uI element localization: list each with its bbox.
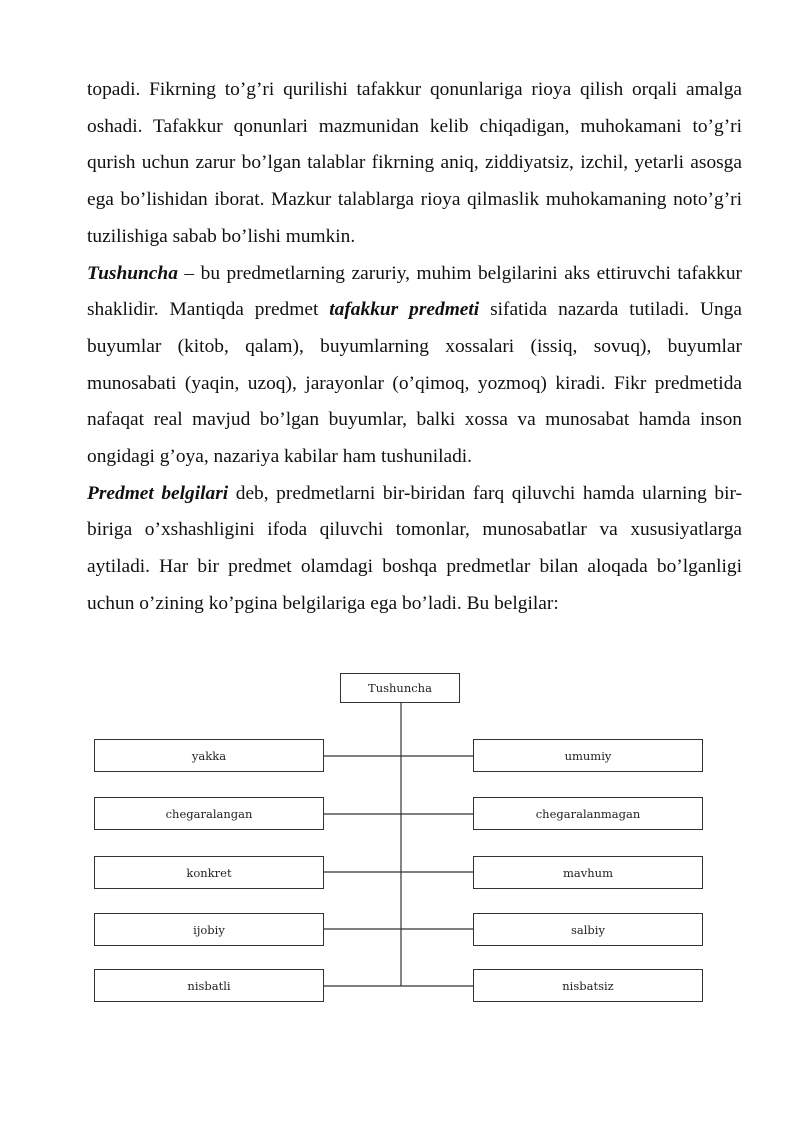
diagram-left-box-3: konkret [94, 856, 324, 889]
term-tafakkur-predmeti: tafakkur predmeti [329, 299, 480, 321]
text-run-3: sifatida nazarda tutiladi. Unga buyumlar (kitob, qalam), buyumlarning xossalari (issiq, sovuq), buyumlar munosabati (yaqin, uzoq), jarayonlar (o’qimoq, yozmoq) kiradi. Fikr predmetida nafaqat real mavjud bo’lgan buyumlar, balki xossa va munosabat hamda inson ongidagi g’oya, nazariya kabilar ham tushuniladi. [87, 299, 742, 468]
term-tushuncha: Tushuncha [87, 262, 178, 284]
body-text [87, 72, 742, 623]
text-run-2: – bu predmetlarning zaruriy, muhim belgilarini aks ettiruvchi tafakkur shaklidir. Mantiqda predmet [87, 262, 742, 321]
text-run-4: deb, predmetlarni bir-biridan farq qiluvchi hamda ularning bir-biriga o’xshashligini ifoda qiluvchi tomonlar, munosabatlar va xususiyatlarga aytiladi. Har bir predmet olamdagi boshqa predmetlar bilan aloqada bo’lganligi uchun o’zining ko’pgina belgilariga ega bo’ladi. Bu belgilar: [87, 482, 743, 614]
diagram-right-box-5: nisbatsiz [473, 969, 703, 1002]
diagram-left-box-4: ijobiy [94, 913, 324, 946]
diagram-left-box-2: chegaralangan [94, 797, 324, 830]
diagram-right-box-3: mavhum [473, 856, 703, 889]
diagram-left-box-1: yakka [94, 739, 324, 772]
paragraph [87, 72, 742, 623]
term-predmet-belgilari: Predmet belgilari [87, 482, 229, 504]
diagram-right-box-1: umumiy [473, 739, 703, 772]
diagram-right-box-4: salbiy [473, 913, 703, 946]
diagram-root-box: Tushuncha [340, 673, 460, 703]
diagram-left-box-5: nisbatli [94, 969, 324, 1002]
diagram-right-box-2: chegaralanmagan [473, 797, 703, 830]
text-run-1: topadi. Fikrning to’g’ri qurilishi tafakkur qonunlariga rioya qilish orqali amalga oshadi. Tafakkur qonunlari mazmunidan kelib chiqadigan, muhokamani to’g’ri qurish uchun zarur bo’lgan talablar fikrning aniq, ziddiyatsiz, izchil, yetarli asosga ega bo’lishidan iborat. Mazkur talablarga rioya qilmaslik muhokamaning noto’g’ri tuzilishiga sabab bo’lishi mumkin. [87, 79, 742, 247]
